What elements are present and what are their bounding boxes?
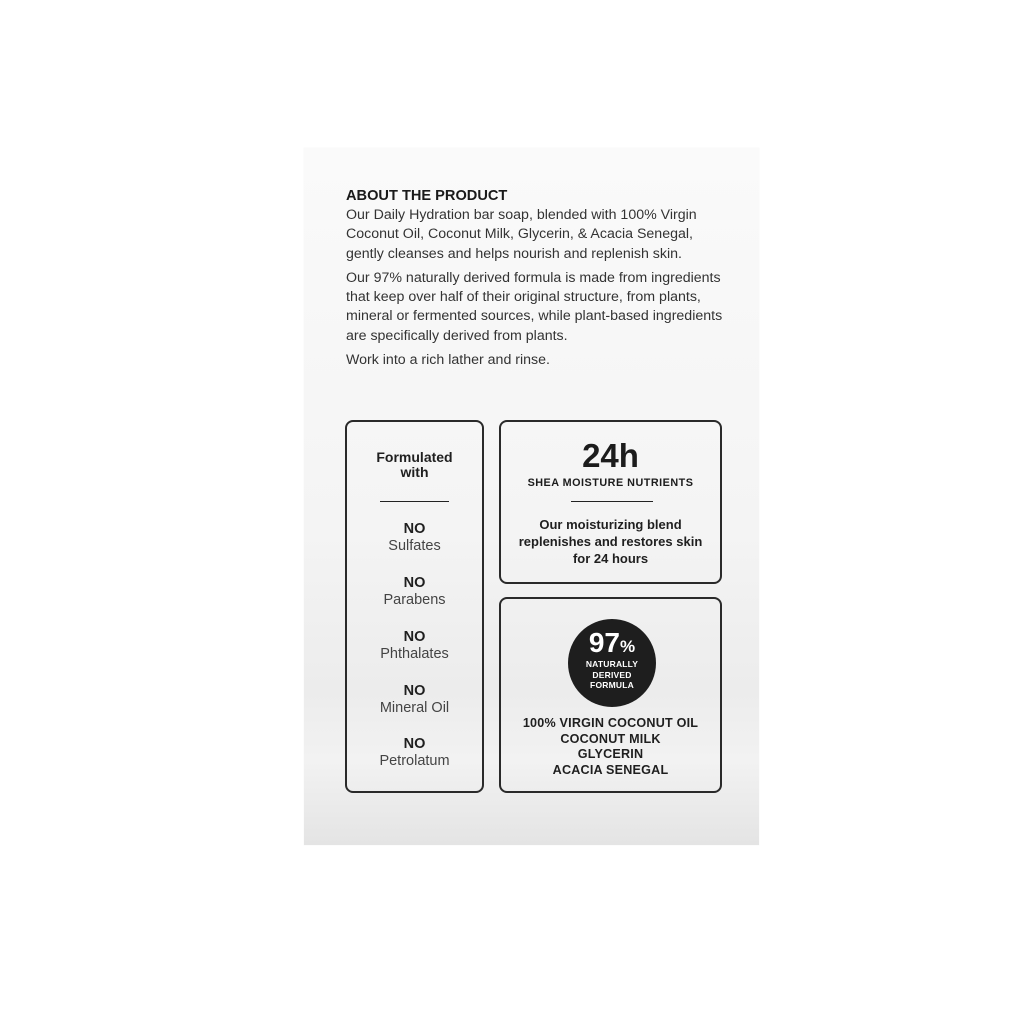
list-item xyxy=(347,521,482,555)
divider xyxy=(380,501,449,502)
badge-line-2: DERIVED xyxy=(592,669,632,680)
about-paragraph-2: Our 97% naturally derived formula is made from ingredients that keep over half of their original structure, from plants, mineral or fermented sources, while plant-based ingredients are specifically derived from plants. xyxy=(346,269,723,344)
naturally-derived-badge xyxy=(568,619,656,707)
badge-caption xyxy=(568,659,656,691)
moisture-box xyxy=(499,420,722,584)
hours-heading: 24h xyxy=(582,437,639,474)
formulated-without-box xyxy=(345,420,484,793)
ingredient-item: ACACIA SENEGAL xyxy=(552,763,669,778)
ingredient-item: COCONUT MILK xyxy=(560,731,661,746)
no-label: NO xyxy=(403,736,426,752)
about-paragraph-3: Work into a rich lather and rinse. xyxy=(346,352,550,369)
ingredient-item: 100% VIRGIN COCONUT OIL xyxy=(522,716,699,730)
excluded-ingredient: Sulfates xyxy=(388,538,441,554)
excluded-ingredient: Petrolatum xyxy=(379,753,450,769)
moisture-description: Our moisturizing blend replenishes and restores skin for 24 hours xyxy=(518,517,703,566)
badge-line-1: NATURALLY xyxy=(585,659,639,669)
about-paragraph-1: Our Daily Hydration bar soap, blended with 100% Virgin Coconut Oil, Coconut Milk, Glycerin, & Acacia Senegal, gently cleanses and helps nourish and replenish skin. xyxy=(346,207,697,262)
list-item xyxy=(347,575,482,609)
ingredient-list xyxy=(505,716,716,779)
badge-percent xyxy=(568,628,656,662)
excluded-ingredient: Parabens xyxy=(383,592,446,608)
no-label: NO xyxy=(403,629,426,645)
about-section xyxy=(346,187,731,375)
divider xyxy=(571,501,653,502)
ingredient-item: GLYCERIN xyxy=(577,747,644,762)
list-item xyxy=(347,629,482,663)
list-item xyxy=(347,736,482,770)
about-title: ABOUT THE PRODUCT xyxy=(346,188,508,204)
excluded-ingredient: Mineral Oil xyxy=(379,700,450,716)
excluded-ingredient: Phthalates xyxy=(380,646,449,662)
list-item xyxy=(347,683,482,717)
no-label: NO xyxy=(403,575,426,591)
badge-percent-symbol: % xyxy=(620,637,636,656)
no-label: NO xyxy=(403,683,426,699)
natural-box xyxy=(499,597,722,793)
badge-line-3: FORMULA xyxy=(590,680,634,690)
no-label: NO xyxy=(403,521,426,537)
badge-number: 97 xyxy=(588,627,621,658)
formulated-title: Formulated with xyxy=(376,449,453,480)
moisture-label: SHEA MOISTURE NUTRIENTS xyxy=(527,477,694,489)
